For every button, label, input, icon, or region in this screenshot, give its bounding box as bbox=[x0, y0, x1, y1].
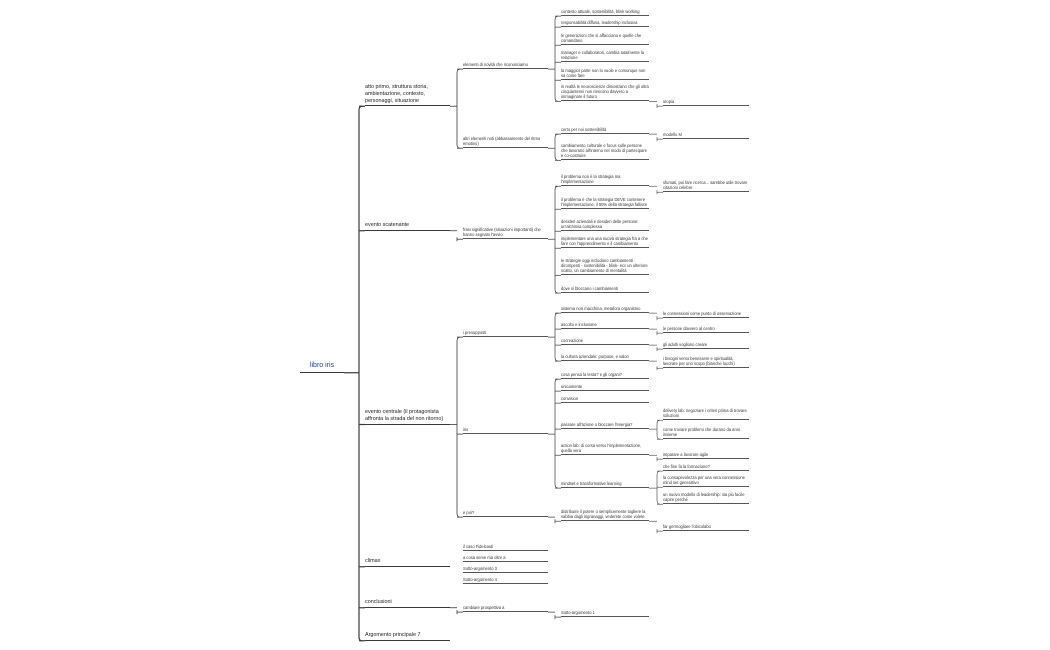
connector-spine bbox=[657, 420, 660, 439]
node-presupposti-3[interactable]: cocreazione bbox=[561, 338, 649, 345]
node-novita-5[interactable]: la maggior parte non lo vuole e comunque non sa come fare bbox=[561, 68, 649, 80]
connector-spine bbox=[555, 134, 558, 160]
node-climax-1[interactable]: il caso Fidelcasti bbox=[463, 544, 548, 551]
node-iris-5[interactable]: action lab: di corsa verso l'implementazione, quella vera bbox=[561, 443, 649, 455]
node-epoi-1[interactable]: distribuire il potere o semplicemente togliere la sabbia dagli ingranaggi, vederete come volete bbox=[561, 509, 649, 521]
connector-spine bbox=[657, 471, 660, 504]
branch-climax[interactable]: climax bbox=[365, 558, 450, 567]
node-iris-sub-4[interactable]: che fine fa la formazione? bbox=[663, 464, 749, 471]
node-noti[interactable]: altri elementi noti (abbassamento del ritmo emotivo) bbox=[463, 136, 548, 148]
node-iris-4[interactable]: passare all'azione o bloccare l'energia? bbox=[561, 422, 649, 429]
node-germogliare[interactable]: far germogliare l'obicolabo bbox=[663, 524, 749, 531]
branch-argomento-7[interactable]: Argomento principale 7 bbox=[365, 632, 450, 641]
node-frasi-3[interactable]: desideri aziendali e desideri delle persone: un'alchimia complessa bbox=[561, 219, 649, 231]
node-e-poi[interactable]: e poi? bbox=[463, 510, 548, 517]
node-noti-1[interactable]: certo per noi sostenibilità bbox=[561, 127, 649, 134]
connector-spine bbox=[457, 337, 460, 517]
node-presupposti-4[interactable]: la cultura aziendale: purpose, e valori bbox=[561, 354, 649, 361]
node-presupposti-sub-4[interactable]: i bisogni verso benessere e spiritualità, lavorare per uno scopo (bianche lucchi) bbox=[663, 356, 749, 368]
node-novita-1[interactable]: contesto attuale, sostenibilità, blink working bbox=[561, 9, 649, 16]
node-conclusioni-1[interactable]: cambiare prospettiva a bbox=[463, 605, 548, 612]
node-frasi-5[interactable]: le strategie oggi includono cambiamenti dirompenti - sostenibilità - blink- ecc un ulteriore scatto, un cambiamento di mentalità bbox=[561, 258, 649, 275]
connector-spine bbox=[555, 379, 558, 488]
node-frasi-1[interactable]: il problema non è la strategia ma l'implementazione bbox=[561, 174, 649, 186]
node-utopia[interactable]: utopia bbox=[663, 99, 749, 106]
node-climax-3[interactable]: Sotto-argomento 3 bbox=[463, 566, 548, 573]
node-iris-1[interactable]: cosa pensa la testa? e gli organi? bbox=[561, 372, 649, 379]
node-presupposti-1[interactable]: sistema non macchina, metafora organismo bbox=[561, 306, 649, 313]
node-iris-sub-6[interactable]: un nuovo modello di leadership: sia più facile capire perché bbox=[663, 492, 749, 504]
node-climax-2[interactable]: a cosa serve ma oltre a bbox=[463, 555, 548, 562]
node-iris-sub-5[interactable]: la consapevolezza per una vera connessione mind set generativo bbox=[663, 475, 749, 487]
root-node[interactable]: libro iris bbox=[300, 362, 344, 373]
node-presupposti-sub-1[interactable]: le connessioni come punto di osservazione bbox=[663, 311, 749, 318]
node-sfumati[interactable]: sfumati, poi fare ricerca... sarebbe utile trovare citazioni celebre bbox=[663, 180, 749, 192]
node-presupposti-sub-2[interactable]: le persone davvero al centro bbox=[663, 326, 749, 333]
node-frasi-4[interactable]: implementare una una nuova strategia fra a che fare con l'apprendimento e il cambiamento bbox=[561, 236, 649, 248]
node-presupposti-sub-3[interactable]: gli adulti vogliono creare bbox=[663, 342, 749, 349]
node-iris-3[interactable]: convision bbox=[561, 396, 649, 403]
connector-spine bbox=[457, 69, 460, 148]
node-frasi[interactable]: frasi significative (situazioni importanti) che hanno segnato l'avvio bbox=[463, 227, 548, 239]
node-novita-6[interactable]: in realtà le neuroscienze dimostrano che gli ultra cinquantenni non riescono davvero a immaginare il futuro bbox=[561, 84, 649, 101]
node-iris-sub-1[interactable]: delivery lab: negoziare i criteri prima di trovare soluzioni bbox=[663, 408, 749, 420]
branch-evento-centrale[interactable]: evento centrale (il protagonista affronta la strada del non ritorno) bbox=[365, 409, 450, 425]
node-iris-6[interactable]: mindset e transformative learning bbox=[561, 481, 649, 488]
connector-spine bbox=[555, 16, 558, 101]
node-frasi-2[interactable]: il problema è che la strategia DEVE contenere l'implementazione, il 50% della strategia fallisce bbox=[561, 197, 649, 209]
node-iris-2[interactable]: unicamente bbox=[561, 384, 649, 391]
connector-spine bbox=[555, 313, 558, 361]
node-novita-4[interactable]: manager e collaboratori, cambia totalmente la relazione bbox=[561, 50, 649, 62]
branch-atto-primo[interactable]: atto primo, struttura storia, ambientazione, contesto, personaggi, situazione bbox=[365, 84, 450, 106]
connector-spine bbox=[359, 106, 362, 641]
node-climax-4[interactable]: Sotto-argomento 4 bbox=[463, 577, 548, 584]
node-iris[interactable]: iris bbox=[463, 427, 548, 434]
node-novita-3[interactable]: le generazioni che si affacciano e quelle che comandano bbox=[561, 33, 649, 45]
node-noti-2[interactable]: cambiamento culturale e focus sulle persone che lavorano all'interno nel modo di partecipare e co-costruire bbox=[561, 143, 649, 160]
node-frasi-6[interactable]: dove si bloccano i cambiamenti bbox=[561, 286, 649, 293]
node-novita-2[interactable]: responsabilità diffusa, leadership inclusiva bbox=[561, 20, 649, 27]
node-iris-sub-3[interactable]: imparare a lavorare agile bbox=[663, 452, 749, 459]
node-presupposti[interactable]: i presupposti bbox=[463, 330, 548, 337]
node-conclusioni-sub-1[interactable]: Sotto-argomento 1 bbox=[561, 610, 649, 617]
branch-conclusioni[interactable]: conclusioni bbox=[365, 599, 450, 608]
node-novita[interactable]: elementi di novità che riconosciamo bbox=[463, 62, 548, 69]
node-modello-m[interactable]: modello M bbox=[663, 132, 749, 139]
node-presupposti-2[interactable]: ascolto e inclusione bbox=[561, 322, 649, 329]
connector-spine bbox=[555, 186, 558, 293]
node-iris-sub-2[interactable]: come trovare problemi che durano da anni insieme bbox=[663, 427, 749, 439]
branch-evento-scatenante[interactable]: evento scatenante bbox=[365, 222, 450, 231]
